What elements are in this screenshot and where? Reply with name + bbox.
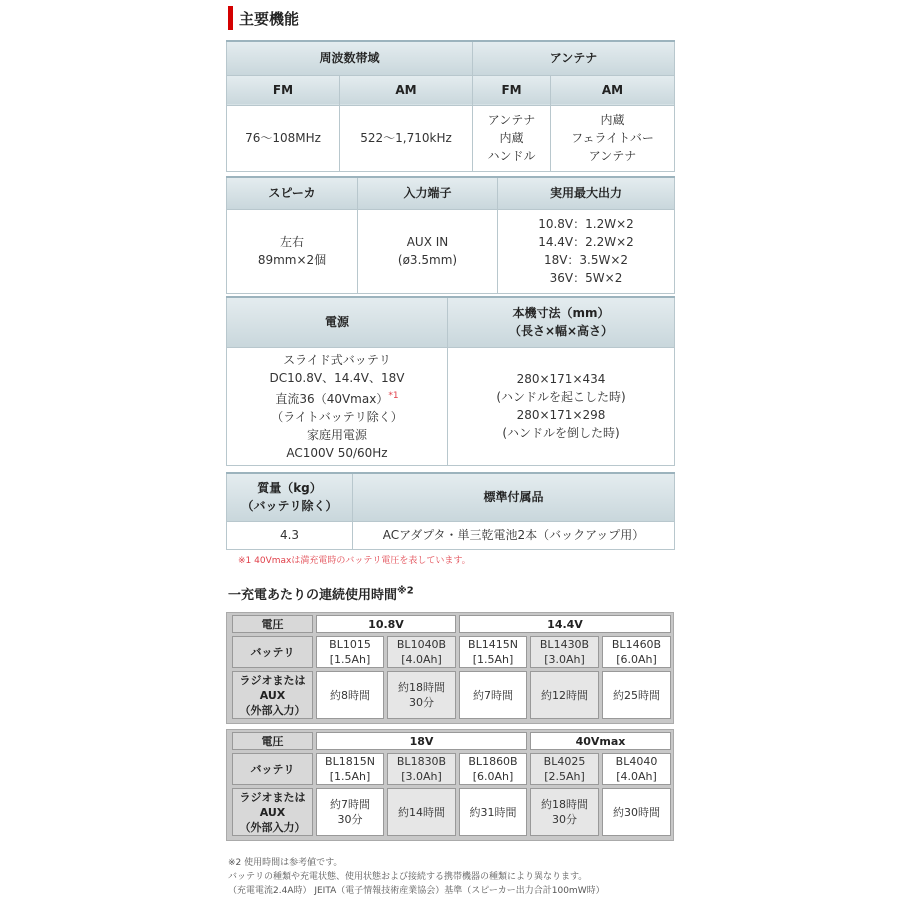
row-header-voltage: 電圧: [232, 732, 313, 750]
voltage-group: 10.8V: [316, 615, 456, 633]
power-value: [227, 347, 448, 465]
runtime-value: [316, 671, 384, 719]
output-value: [498, 209, 675, 293]
line: 36V：5W×2: [549, 271, 623, 285]
battery-model: [316, 636, 384, 668]
line: 内蔵: [600, 113, 625, 127]
line: BL1040B: [396, 638, 447, 651]
row-header-voltage: 電圧: [232, 615, 313, 633]
line: BL1460B: [611, 638, 662, 651]
footnote-2-line: （充電電流2.4A時） JEITA（電子情報技術産業協会）基準（スピーカー出力合計100mW時）: [228, 886, 605, 896]
row-header-battery: バッテリ: [232, 753, 313, 785]
line: 30分: [552, 813, 577, 826]
line: 家庭用電源: [306, 427, 367, 442]
power-dimensions-table: [226, 296, 675, 466]
footnote-mark: *1: [388, 390, 399, 401]
line: BL4040: [615, 755, 658, 768]
runtime-value: [459, 788, 527, 836]
battery-model: [387, 753, 456, 785]
header-antenna-fm: FM: [473, 75, 551, 105]
line: （ライトバッテリ除く）: [271, 409, 403, 424]
line: 約12時間: [541, 688, 588, 702]
section-accent-bar: [228, 6, 233, 30]
line: 約25時間: [613, 688, 660, 702]
voltage-group: 18V: [316, 732, 527, 750]
battery-model: [459, 753, 527, 785]
battery-model: [602, 636, 671, 668]
line: 本機寸法（mm）: [512, 306, 610, 321]
voltage-group: 14.4V: [459, 615, 671, 633]
fm-range: 76～108MHz: [227, 105, 340, 171]
line: BL1430B: [539, 638, 590, 651]
line: 約30時間: [613, 805, 660, 819]
line: BL1860B: [468, 755, 518, 768]
runtime-value: [459, 671, 527, 719]
battery-model: [530, 636, 599, 668]
row-header-radio-aux: [232, 671, 313, 719]
line: [3.0Ah]: [401, 770, 442, 783]
line: 89mm×2個: [257, 253, 327, 267]
line: [6.0Ah]: [472, 770, 514, 783]
frequency-antenna-table: [226, 40, 675, 172]
battery-model: [459, 636, 527, 668]
header-speaker: スピーカ: [227, 177, 358, 209]
line: ラジオまたは: [239, 790, 306, 804]
line: 約31時間: [469, 805, 517, 819]
battery-runtime-table-1: [229, 612, 674, 722]
runtime-value: [316, 788, 384, 836]
header-weight: [227, 473, 353, 521]
dimensions-value: [448, 347, 675, 465]
runtime-value: [387, 671, 456, 719]
line: BL4025: [543, 755, 586, 768]
line: 30分: [337, 813, 363, 826]
line: (ハンドルを倒した時): [502, 426, 620, 440]
line: AUX: [259, 688, 286, 702]
runtime-value: [530, 671, 599, 719]
runtime-value: [530, 788, 599, 836]
header-input: 入力端子: [358, 177, 498, 209]
line: ハンドル: [487, 149, 536, 163]
line: 質量（kg）: [257, 481, 322, 496]
line: 約7時間: [330, 798, 370, 811]
title-footnote-mark: ※2: [397, 585, 414, 597]
footnote-2-line: バッテリの種類や充電状態、使用状態および接続する携帯機器の種類により異なります。: [228, 872, 588, 882]
line: アンテナ: [588, 149, 637, 163]
battery-model: [316, 753, 384, 785]
line: [2.5Ah]: [544, 770, 585, 783]
speaker-value: [227, 209, 358, 293]
runtime-value: [387, 788, 456, 836]
runtime-value: [602, 671, 671, 719]
header-antenna: アンテナ: [473, 41, 675, 75]
input-value: [358, 209, 498, 293]
antenna-fm-value: [473, 105, 551, 171]
battery-model: [530, 753, 599, 785]
title-text: 一充電あたりの連続使用時間: [228, 588, 398, 603]
header-fm: FM: [227, 75, 340, 105]
line: 280×171×298: [516, 408, 606, 422]
line: [3.0Ah]: [544, 653, 585, 666]
line: （外部入力）: [239, 703, 306, 717]
header-am: AM: [340, 75, 473, 105]
header-frequency-band: 周波数帯域: [227, 41, 473, 75]
line-text: 直流36（40Vmax）: [275, 391, 389, 406]
header-output: 実用最大出力: [498, 177, 675, 209]
line: (ハンドルを起こした時): [496, 390, 626, 404]
line: 約8時間: [330, 688, 370, 702]
line: （バッテリ除く）: [241, 499, 338, 514]
line: DC10.8V、14.4V、18V: [269, 370, 405, 385]
line: 10.8V：1.2W×2: [538, 217, 634, 231]
line: 280×171×434: [516, 372, 606, 386]
footnote-2: ※2 使用時間は参考値です。: [228, 858, 343, 868]
line: BL1815N: [325, 755, 375, 768]
line: AC100V 50/60Hz: [286, 445, 388, 460]
line: AUX: [259, 805, 286, 819]
line: 14.4V：2.2W×2: [538, 235, 634, 249]
line: [1.5Ah]: [472, 653, 514, 666]
line: [4.0Ah]: [616, 770, 657, 783]
weight-value: 4.3: [227, 521, 353, 549]
section-title: 主要機能: [239, 10, 300, 28]
line: アンテナ: [487, 113, 536, 127]
footnote-1: ※1 40Vmaxは満充電時のバッテリ電圧を表しています。: [238, 556, 471, 566]
line: 約18時間: [398, 681, 445, 694]
line: 約18時間: [541, 798, 588, 811]
header-power: 電源: [227, 297, 448, 347]
battery-runtime-table-2: [229, 729, 674, 839]
battery-model: [602, 753, 671, 785]
weight-accessories-table: [226, 472, 675, 550]
line: ラジオまたは: [239, 673, 306, 687]
line: [1.5Ah]: [329, 770, 371, 783]
line: BL1830B: [396, 755, 447, 768]
runtime-value: [602, 788, 671, 836]
line: 18V：3.5W×2: [543, 253, 629, 267]
line: 左右: [279, 235, 304, 249]
line: (ø3.5mm): [397, 253, 458, 267]
line: 約14時間: [398, 805, 445, 819]
am-range: 522～1,710kHz: [340, 105, 473, 171]
line: [6.0Ah]: [616, 653, 657, 666]
line: BL1015: [329, 638, 371, 651]
speaker-table: [226, 176, 675, 294]
row-header-radio-aux: [232, 788, 313, 836]
line: [229, 387, 445, 408]
accessories-value: ACアダプタ・単三乾電池2本（バックアップ用）: [353, 521, 675, 549]
line: スライド式バッテリ: [283, 352, 391, 367]
line: 内蔵: [499, 131, 524, 145]
antenna-am-value: [551, 105, 675, 171]
line: AUX IN: [406, 235, 449, 249]
row-header-battery: バッテリ: [232, 636, 313, 668]
line: フェライトバー: [571, 131, 654, 145]
line: BL1415N: [468, 638, 518, 651]
line: [4.0Ah]: [401, 653, 442, 666]
line: （外部入力）: [239, 820, 306, 834]
battery-section-title: [228, 584, 414, 603]
header-accessories: 標準付属品: [353, 473, 675, 521]
battery-model: [387, 636, 456, 668]
line: 30分: [409, 696, 434, 709]
line: （長さ×幅×高さ）: [508, 324, 614, 339]
voltage-group: 40Vmax: [530, 732, 671, 750]
header-dimensions: [448, 297, 675, 347]
header-antenna-am: AM: [551, 75, 675, 105]
line: 約7時間: [473, 688, 513, 702]
line: [1.5Ah]: [329, 653, 371, 666]
